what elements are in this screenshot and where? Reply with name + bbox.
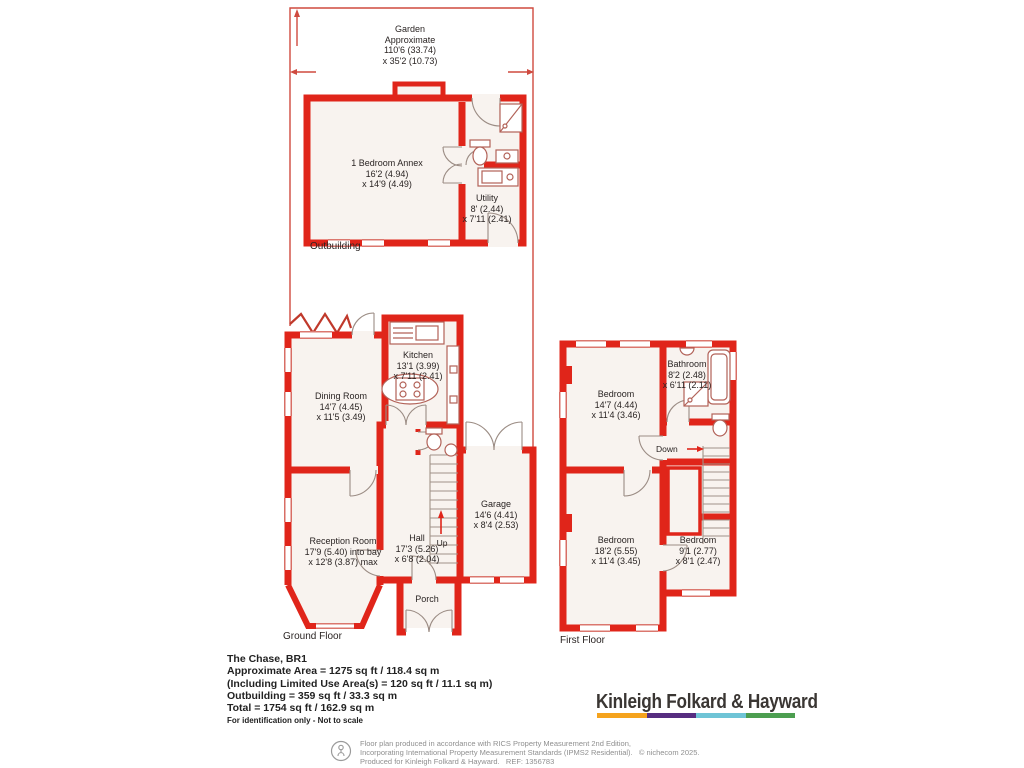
approximate-area: Approximate Area = 1275 sq ft / 118.4 sq m [227,665,440,678]
bedroom2-label: Bedroom 18'2 (5.55) x 11'4 (3.45) [591,535,641,566]
bedroom3-label: Bedroom 9'1 (2.77) x 8'1 (2.47) [675,535,721,566]
boundary-zigzag [290,314,351,333]
total-area: Total = 1754 sq ft / 162.9 sq m [227,702,375,715]
identification-note: For identification only - Not to scale [227,716,364,726]
bedroom1-label: Bedroom 14'7 (4.44) x 11'4 (3.46) [591,389,641,420]
area-summary [227,653,492,728]
dim-arrow-left [290,69,297,75]
limited-use-area: (Including Limited Use Area(s) = 120 sq ft / 11.1 sq m) [227,677,493,690]
outbuilding-caption: Outbuilding [310,241,361,252]
utility-label: Utility 8' (2.44) x 7'11 (2.41) [462,193,512,224]
toilet [473,147,487,165]
ground-floor-caption: Ground Floor [283,631,342,642]
logo-bar-orange [597,713,647,718]
up-label: Up [436,538,448,548]
bathroom-label: Bathroom 8'2 (2.48) x 6'11 (2.11) [662,359,712,390]
toilet [427,434,441,450]
kitchen-label: Kitchen 13'1 (3.99) x 7'11 (2.41) [393,350,443,381]
porch-walls [400,580,458,632]
dim-arrow-up [294,9,300,17]
agency-logo-text: Kinleigh Folkard & Hayward [596,691,818,713]
wall-pier [563,514,572,532]
first-floor-caption: First Floor [560,635,605,646]
toilet-cistern [426,428,442,434]
garden-label: Garden Approximate 110'6 (33.74) x 35'2 (10.73) [382,24,438,66]
toilet-cistern [712,414,729,420]
agency-logo-bar [597,713,795,718]
bay-window-walls [288,585,380,626]
basin [445,444,457,456]
toilet-cistern [470,140,490,147]
shower-head [503,124,507,128]
porch-label: Porch [415,594,439,604]
annex-label: 1 Bedroom Annex 16'2 (4.94) x 14'9 (4.49) [351,158,423,189]
logo-bar-green [746,713,796,718]
outbuilding-area: Outbuilding = 359 sq ft / 33.3 sq m [227,689,398,702]
logo-bar-blue [696,713,746,718]
dining-label: Dining Room 14'7 (4.45) x 11'5 (3.49) [314,391,368,422]
nichecom-icon [330,740,352,767]
logo-bar-purple [647,713,697,718]
agency-logo [596,691,818,714]
hall-label: Hall 17'3 (5.26) x 6'8 (2.04) [394,533,440,564]
garage-label: Garage 14'6 (4.41) x 8'4 (2.53) [473,499,519,530]
wall-pier [563,366,572,384]
shower-head [688,398,692,402]
toilet [713,420,727,436]
reception-label: Reception Room 17'9 (5.40) into bay x 12'8 (3.87) max [304,536,382,567]
down-label: Down [656,444,678,454]
stairwell [668,468,700,534]
address: The Chase, BR1 [227,653,307,665]
reception-walls [288,470,380,585]
disclaimer: Floor plan produced in accordance with RICS Property Measurement 2nd Edition, Incorporating International Property Measurement Standards (IPMS2 Residential). © nichecom 2025. Produced for Kinleigh Folkard & Hayward. REF: 1356783 [360,739,700,766]
